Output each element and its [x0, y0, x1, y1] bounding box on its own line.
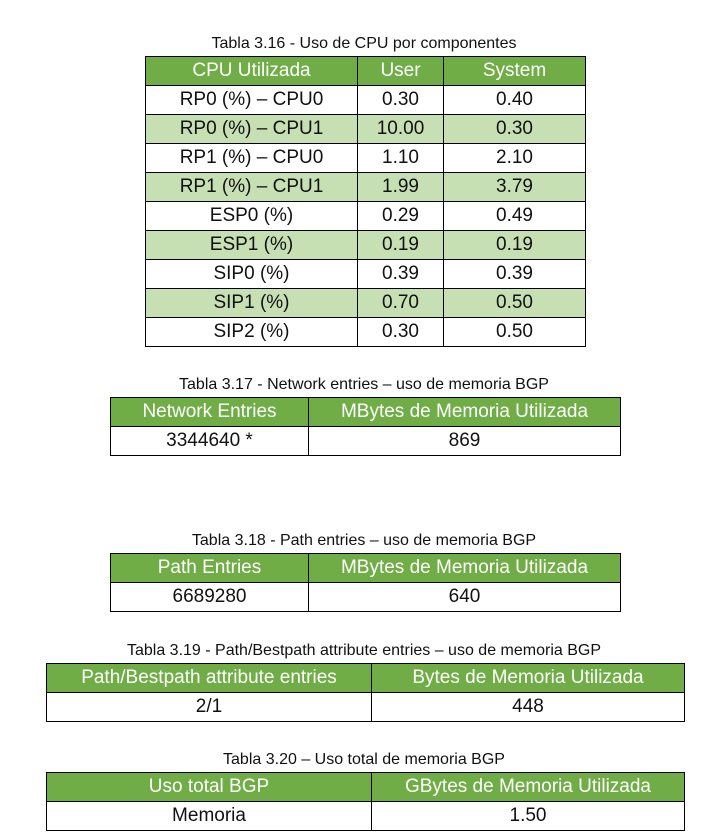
- table-3-20-caption: Tabla 3.20 – Uso total de memoria BGP: [223, 751, 505, 768]
- table-row: [111, 583, 621, 612]
- table-cell: 448: [372, 693, 685, 722]
- table-cell: 0.49: [444, 202, 586, 231]
- table-cell: RP1 (%) – CPU1: [146, 173, 358, 202]
- table-cell: 1.99: [358, 173, 444, 202]
- table-cell: 0.30: [358, 318, 444, 347]
- table-row: [146, 173, 586, 202]
- table-cell: 0.19: [358, 231, 444, 260]
- column-header: Path Entries: [111, 554, 309, 583]
- column-header: Path/Bestpath attribute entries: [47, 664, 372, 693]
- table-row: [146, 144, 586, 173]
- table-cell: 0.50: [444, 318, 586, 347]
- column-header: Bytes de Memoria Utilizada: [372, 664, 685, 693]
- table-3-17-caption: Tabla 3.17 - Network entries – uso de memoria BGP: [179, 376, 549, 393]
- table-cell: 6689280: [111, 583, 309, 612]
- table-cell: 3344640 *: [111, 427, 309, 456]
- cpu-usage-table: [145, 56, 586, 347]
- table-cell: 2/1: [47, 693, 372, 722]
- table-row: [146, 318, 586, 347]
- table-row: [146, 115, 586, 144]
- table-cell: 0.29: [358, 202, 444, 231]
- table-row: [146, 202, 586, 231]
- column-header: MBytes de Memoria Utilizada: [309, 554, 621, 583]
- table-cell: 0.30: [358, 86, 444, 115]
- column-header: GBytes de Memoria Utilizada: [372, 773, 685, 802]
- table-row: [47, 802, 685, 831]
- table-cell: ESP0 (%): [146, 202, 358, 231]
- table-cell: 2.10: [444, 144, 586, 173]
- table-cell: ESP1 (%): [146, 231, 358, 260]
- table-cell: RP0 (%) – CPU1: [146, 115, 358, 144]
- table-row: [146, 260, 586, 289]
- table-cell: SIP2 (%): [146, 318, 358, 347]
- column-header: System: [444, 57, 586, 86]
- table-cell: 640: [309, 583, 621, 612]
- path-entries-table: [110, 553, 621, 612]
- table-cell: SIP1 (%): [146, 289, 358, 318]
- column-header: Uso total BGP: [47, 773, 372, 802]
- table-cell: 0.30: [444, 115, 586, 144]
- table-cell: 10.00: [358, 115, 444, 144]
- table-row: [111, 427, 621, 456]
- table-3-18-caption: Tabla 3.18 - Path entries – uso de memoria BGP: [191, 532, 537, 549]
- total-bgp-memory-table: [46, 772, 685, 831]
- column-header: CPU Utilizada: [146, 57, 358, 86]
- column-header: MBytes de Memoria Utilizada: [309, 398, 621, 427]
- table-cell: RP0 (%) – CPU0: [146, 86, 358, 115]
- table-3-16-caption: Tabla 3.16 - Uso de CPU por componentes: [211, 35, 517, 52]
- table-cell: 869: [309, 427, 621, 456]
- table-cell: 0.19: [444, 231, 586, 260]
- table-row: [146, 231, 586, 260]
- table-cell: 1.10: [358, 144, 444, 173]
- table-cell: 0.40: [444, 86, 586, 115]
- table-row: [146, 289, 586, 318]
- network-entries-table: [110, 397, 621, 456]
- table-cell: RP1 (%) – CPU0: [146, 144, 358, 173]
- table-cell: 0.39: [444, 260, 586, 289]
- path-bestpath-attribute-table: [46, 663, 685, 722]
- table-cell: 1.50: [372, 802, 685, 831]
- table-cell: 0.70: [358, 289, 444, 318]
- table-cell: 0.39: [358, 260, 444, 289]
- column-header: User: [358, 57, 444, 86]
- table-cell: SIP0 (%): [146, 260, 358, 289]
- table-row: [47, 693, 685, 722]
- table-3-19-caption: Tabla 3.19 - Path/Bestpath attribute entries – uso de memoria BGP: [126, 642, 602, 659]
- table-cell: 0.50: [444, 289, 586, 318]
- table-row: [146, 86, 586, 115]
- column-header: Network Entries: [111, 398, 309, 427]
- table-cell: Memoria: [47, 802, 372, 831]
- table-cell: 3.79: [444, 173, 586, 202]
